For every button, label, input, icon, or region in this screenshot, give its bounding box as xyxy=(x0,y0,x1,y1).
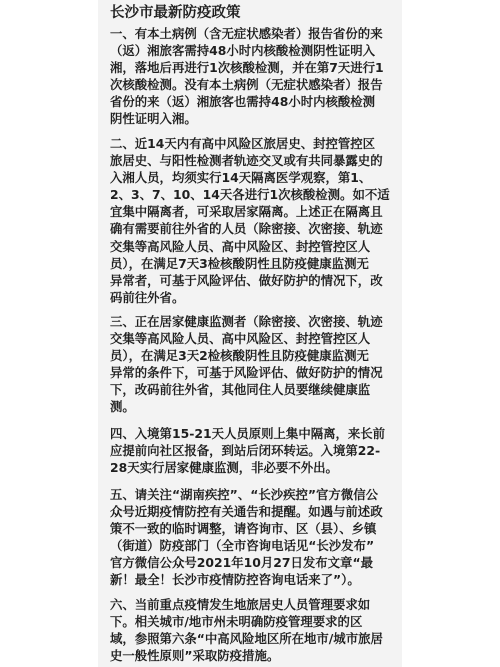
section-line: （街道）防疫部门（全市咨询电话见“长沙发布” xyxy=(110,538,375,554)
section-6 xyxy=(110,596,394,664)
section-line: 次核酸检测。没有本土病例（无症状感染者）报告 xyxy=(110,77,383,93)
section-5 xyxy=(110,486,394,589)
section-line: 应提前向社区报备，到站后闭环转运。入境第22- xyxy=(110,443,381,459)
section-line: 一、有本土病例（含无症状感染者）报告省份的来 xyxy=(110,26,383,41)
section-line: 湘，落地后再进行1次核酸检测，并在第7天进行1 xyxy=(110,60,384,76)
section-line: 四、入境第15-21天人员原则上集中隔离，来长前 xyxy=(110,426,386,441)
section-line: 省份的来（返）湘旅客也需持48小时内核酸检测 xyxy=(110,94,376,110)
section-line: 员），在满足3天2检核酸阴性且防疫健康监测无 xyxy=(110,348,369,364)
section-line: 策不一致的临时调整，请咨询市、区（县）、乡镇 xyxy=(110,521,377,537)
section-line: 二、近14天内有高中风险区旅居史、封控管控区 xyxy=(110,136,376,151)
section-4 xyxy=(110,425,394,476)
section-line: 阴性证明入湘。 xyxy=(110,111,197,127)
section-line: 确有需要前往外省的人员（除密接、次密接、轨迹 xyxy=(110,221,383,237)
section-2 xyxy=(110,135,394,306)
section-line: 域，参照第六条“中高风险地区所在地市/城市旅居 xyxy=(110,631,383,647)
section-line: 三、正在居家健康监测者（除密接、次密接、轨迹 xyxy=(110,314,383,329)
section-line: 异常者，可基于风险评估、做好防护的情况下，改 xyxy=(110,272,383,288)
section-line: 员），在满足7天3检核酸阴性且防疫健康监测无 xyxy=(110,255,369,271)
section-line: 下，改码前往外省，其他同住人员要继续健康监 xyxy=(110,382,371,398)
section-line: 旅居史、与阳性检测者轨迹交叉或有共同暴露史的 xyxy=(110,153,383,169)
section-line: 众号近期疫情防控有关通告和提醒。如遇与前述政 xyxy=(110,504,383,520)
section-line: 六、当前重点疫情发生地旅居史人员管理要求如 xyxy=(110,597,371,612)
section-line: 28天实行居家健康监测，非必要不外出。 xyxy=(110,460,338,476)
section-line: 交集等高风险人员、高中风险区、封控管控区人 xyxy=(110,238,371,254)
section-line: 新！最全！长沙市疫情防控咨询电话来了”）。 xyxy=(110,572,360,588)
section-line: 2、3、7、10、14天各进行1次核酸检测。如不适 xyxy=(110,187,390,203)
section-line: 异常的条件下，可基于风险评估、做好防护的情况 xyxy=(110,365,383,381)
section-line: 五、请关注“湖南疾控”、“长沙疾控”官方微信公 xyxy=(110,487,378,502)
section-line: 史一般性原则”采取防疫措施。 xyxy=(110,648,280,664)
section-line: 测。 xyxy=(110,399,135,415)
document-title: 长沙市最新防疫政策 xyxy=(110,5,241,21)
section-1 xyxy=(110,25,394,128)
section-line: 交集等高风险人员、高中风险区、封控管控区人 xyxy=(110,331,371,347)
section-line: 宜集中隔离者，可采取居家隔离。上述正在隔离且 xyxy=(110,204,383,220)
section-line: （返）湘旅客需持48小时内核酸检测阴性证明入 xyxy=(110,43,376,59)
section-line: 官方微信公众号2021年10月27日发布文章“最 xyxy=(110,555,373,571)
section-line: 码前往外省。 xyxy=(110,289,185,305)
section-line: 入湘人员，均须实行14天隔离医学观察，第1、 xyxy=(110,170,372,186)
section-3 xyxy=(110,313,394,416)
policy-document xyxy=(98,0,402,667)
section-line: 下。相关城市/地市州未明确防疫管理要求的区 xyxy=(110,614,363,630)
